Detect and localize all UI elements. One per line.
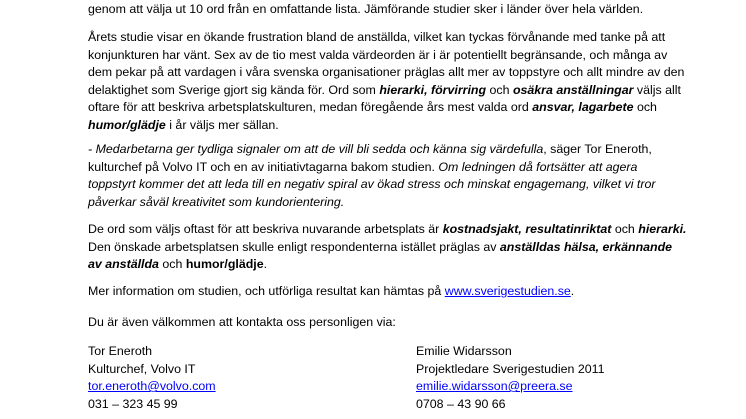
findings-emphasis-4: humor/glädje	[88, 117, 166, 132]
contact-email-link[interactable]: emilie.widarsson@preera.se	[416, 379, 573, 394]
contact-phone: 0708 – 43 90 66	[416, 396, 506, 411]
findings-text-3: väljs allt oftare för att beskriva arbetsplatskulturen, medan föregående års mest valda ord	[88, 82, 681, 115]
more-info-text: Mer information om studien, och utförliga resultat kan hämtas på	[88, 284, 445, 298]
words-text-4: och	[158, 257, 186, 272]
findings-text-5: i år väljs mer sällan.	[165, 117, 279, 132]
quote-attribution: , säger Tor Eneroth, kulturchef på Volvo IT och en av initiativtagarna bakom studien.	[88, 142, 652, 174]
findings-text-2: och	[486, 82, 513, 97]
findings-text-1: Årets studie visar en ökande frustration bland de anställda, vilket kan tyckas förvånande med tanke på att konjunkturen har vänt. Sex av de tio mest valda värdeorden är i är potentiellt begränsande, och många av dem pekar på att vardagen i våra svenska organisationer präglas allt mer av toppstyre och allt mindre av den delaktighet som Sverige gjort sig kända för. Ord som	[88, 30, 685, 97]
website-link[interactable]: www.sverigestudien.se	[444, 284, 571, 298]
words-emphasis-4: humor/glädje	[185, 257, 264, 272]
words-text-2: och	[611, 222, 639, 236]
quote-paragraph	[88, 141, 688, 211]
contact-intro-text: Du är även välkommen att kontakta oss personligen via:	[88, 315, 396, 329]
contact-email-link[interactable]: tor.eneroth@volvo.com	[88, 379, 216, 394]
words-emphasis-3: anställdas hälsa, erkännande av anställda	[88, 239, 673, 272]
words-emphasis-1: kostnadsjakt, resultatinriktat	[442, 222, 612, 236]
findings-emphasis-1: hierarki, förvirring	[379, 82, 487, 97]
words-paragraph	[88, 221, 688, 274]
words-text-5: .	[263, 257, 268, 272]
intro-tail-paragraph	[88, 1, 728, 19]
words-text-1: De ord som väljs oftast för att beskriva nuvarande arbetsplats är	[88, 222, 443, 236]
contact-card	[416, 343, 716, 413]
words-emphasis-2: hierarki.	[638, 222, 687, 236]
contact-phone: 031 – 323 45 99	[88, 396, 178, 411]
contact-name: Emilie Widarsson	[416, 344, 512, 358]
more-info-period: .	[570, 284, 575, 298]
findings-text-4: och	[633, 100, 657, 115]
study-findings-paragraph	[88, 29, 688, 135]
findings-emphasis-2: osäkra anställningar	[512, 82, 634, 97]
contact-card	[88, 343, 388, 413]
contact-title: Kulturchef, Volvo IT	[88, 361, 196, 376]
contact-intro-paragraph	[88, 314, 688, 332]
quote-text-2: Om ledningen då fortsätter att agera toppstyrt kommer det att leda till en negativ spiral av ökad stress och minskat engagemang, vilket vi tror påverkar såväl kreativitet som kundorientering.	[88, 159, 656, 209]
more-info-paragraph	[88, 283, 688, 301]
words-text-3: Den önskade arbetsplatsen skulle enligt respondenterna istället präglas av	[88, 239, 500, 254]
contact-name: Tor Eneroth	[88, 344, 153, 358]
contact-title: Projektledare Sverigestudien 2011	[416, 361, 605, 376]
intro-tail-text: genom att välja ut 10 ord från en omfattande lista. Jämförande studier sker i länder över hela världen.	[88, 2, 644, 16]
quote-text-1: - Medarbetarna ger tydliga signaler om att de vill bli sedda och känna sig värdefulla	[88, 142, 544, 156]
findings-emphasis-3: ansvar, lagarbete	[532, 100, 634, 115]
